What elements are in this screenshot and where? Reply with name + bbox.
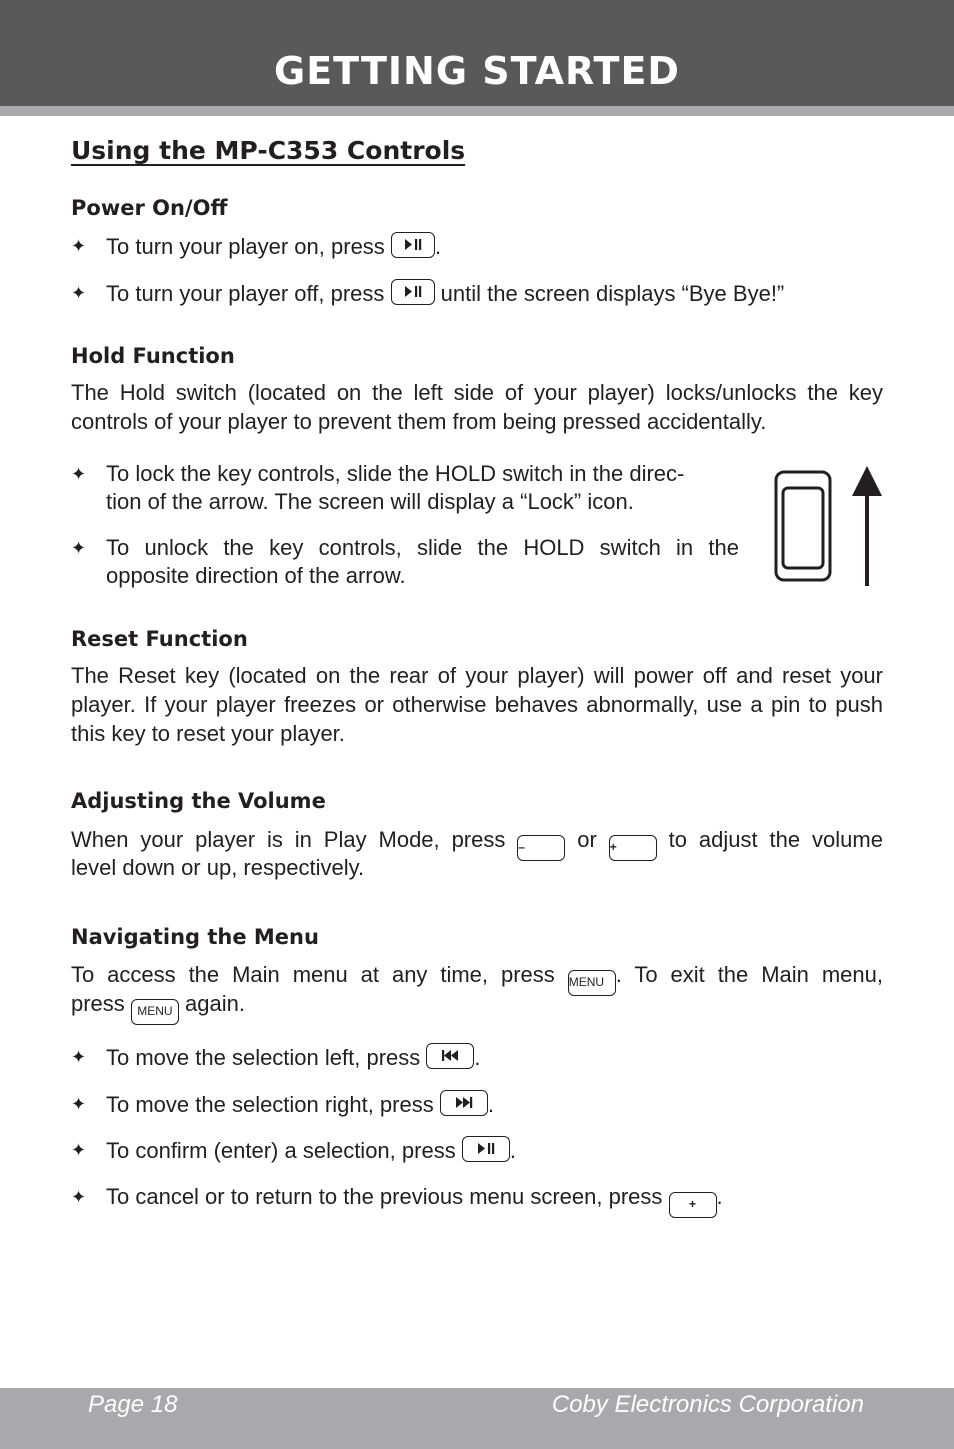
play-pause-key-icon (462, 1136, 510, 1162)
menu-line1: To access the Main menu at any time, press MENU . To exit the Main menu, (71, 960, 883, 996)
next-key-icon (440, 1090, 488, 1116)
power-heading: Power On/Off (71, 196, 228, 220)
volume-line1: When your player is in Play Mode, press – or + to adjust the volume (71, 825, 883, 861)
company-name: Coby Electronics Corporation (551, 1391, 864, 1418)
hold-heading: Hold Function (71, 344, 235, 368)
reset-text: The Reset key (located on the rear of your player) will power off and reset your player. If your player freezes or otherwise behaves abnormally, use a pin to push this key to reset your player. (71, 663, 883, 746)
bullet-star-icon: ✦ (71, 283, 87, 303)
volume-up-key-icon: + (609, 835, 657, 861)
bullet-star-icon: ✦ (71, 464, 87, 484)
bullet-star-icon: ✦ (71, 1047, 87, 1067)
plus-key-icon: + (669, 1192, 717, 1218)
bullet-star-icon: ✦ (71, 236, 87, 256)
up-arrow-icon (852, 466, 882, 586)
reset-heading: Reset Function (71, 627, 248, 651)
bullet-star-icon: ✦ (71, 1140, 87, 1160)
menu-key-icon: MENU (131, 999, 179, 1025)
volume-line2: level down or up, respectively. (71, 855, 365, 880)
volume-heading: Adjusting the Volume (71, 789, 326, 813)
bullet-star-icon: ✦ (71, 1094, 87, 1114)
play-pause-key-icon (391, 279, 435, 305)
header-stripe (0, 106, 954, 116)
play-pause-key-icon (391, 232, 435, 258)
menu-key-icon: MENU (568, 970, 616, 996)
menu-line2: press MENU again. (71, 989, 883, 1025)
hold-intro: The Hold switch (located on the left side of your player) locks/unlocks the key controls of your player to prevent them from being pressed accidentally. (71, 380, 883, 434)
section-title: Using the MP-C353 Controls (71, 136, 466, 165)
page-title: GETTING STARTED (274, 49, 680, 93)
previous-key-icon (426, 1043, 474, 1069)
menu-heading: Navigating the Menu (71, 925, 319, 949)
page-number: Page 18 (88, 1391, 178, 1418)
bullet-star-icon: ✦ (71, 538, 87, 558)
hold-switch-diagram (770, 464, 890, 590)
volume-down-key-icon: – (517, 835, 565, 861)
bullet-star-icon: ✦ (71, 1187, 87, 1207)
hold-switch-icon (776, 472, 830, 580)
